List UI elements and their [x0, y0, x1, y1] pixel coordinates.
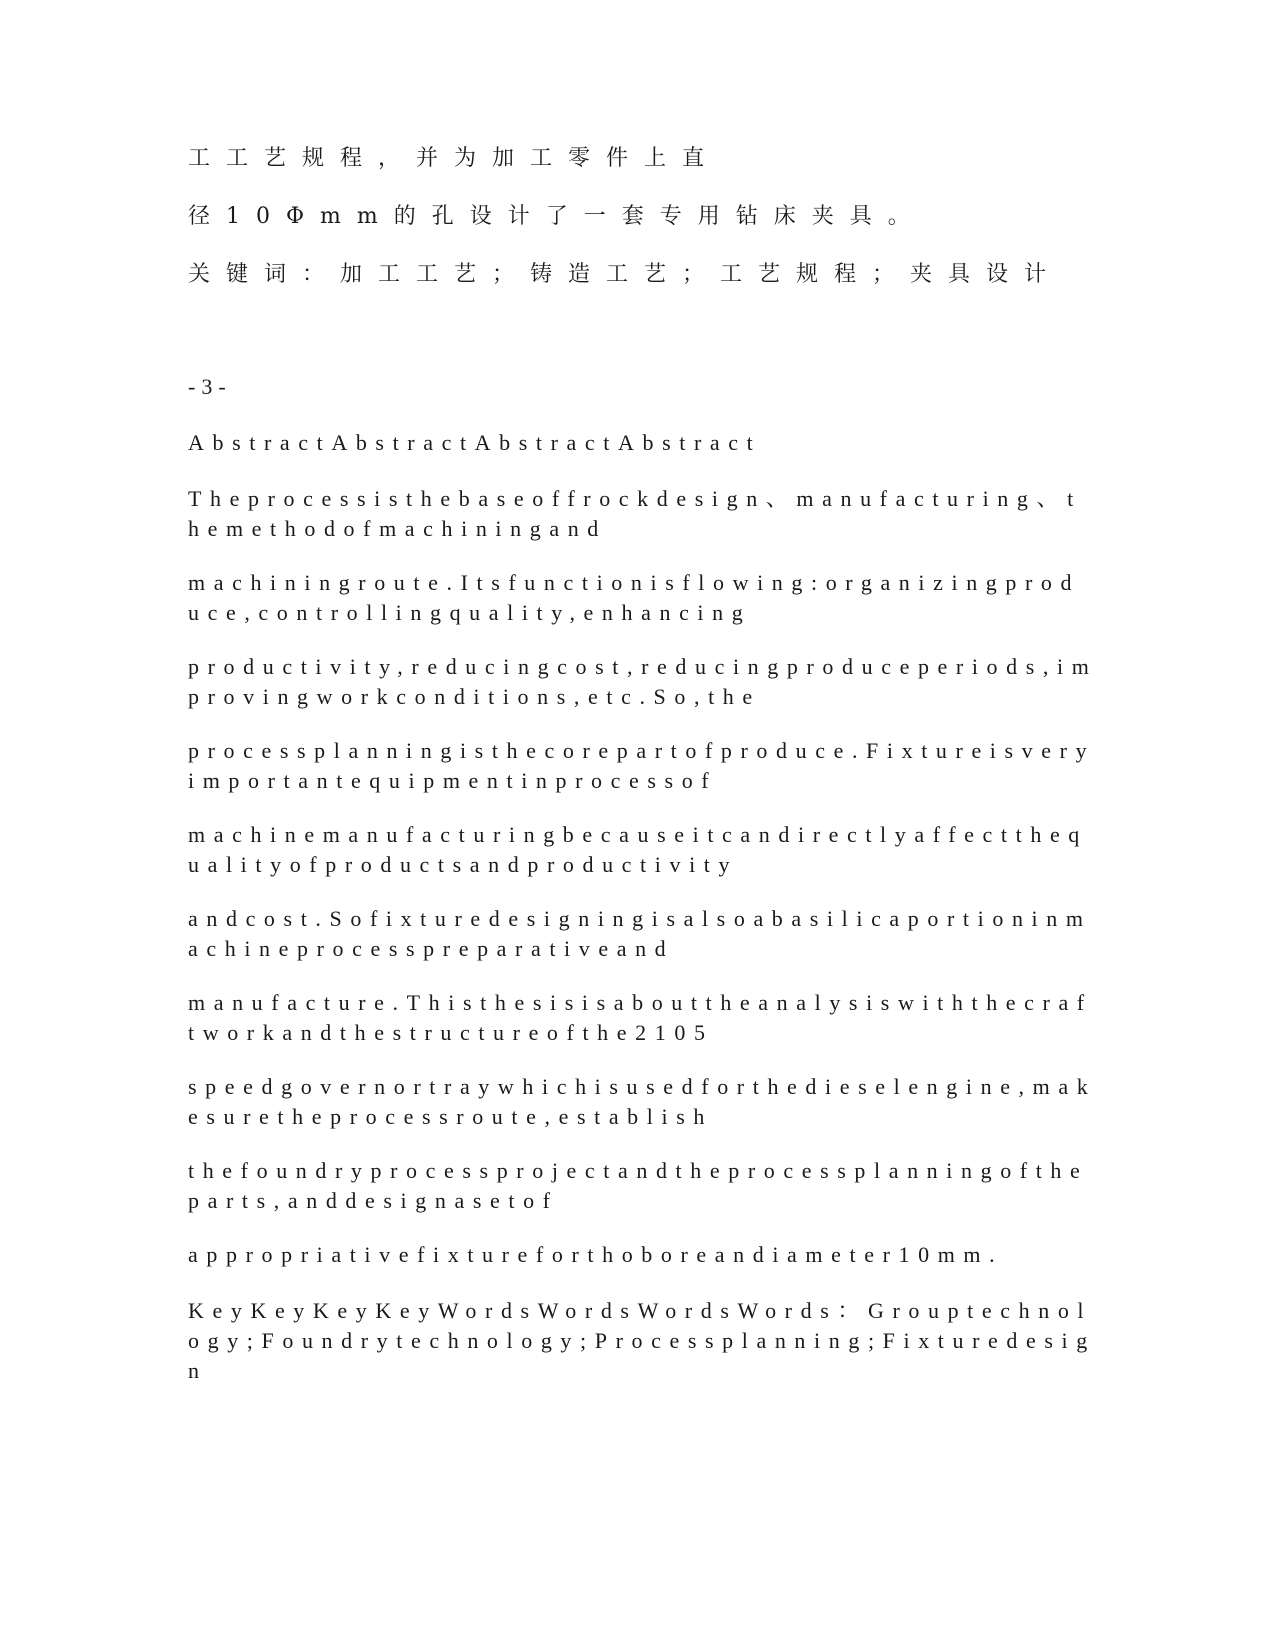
chinese-abstract-line-2: 径10Φmm的孔设计了一套专用钻床夹具。	[188, 204, 926, 229]
abstract-heading: AbstractAbstractAbstractAbstract	[188, 430, 762, 455]
abstract-paragraph-7: manufacture.Thisthesisisabouttheanalysiswiththecraftworkandthestructureofthe2105	[188, 990, 1093, 1045]
chinese-abstract-line-1: 工工艺规程，并为加工零件上直	[188, 146, 721, 171]
abstract-paragraph-5: machinemanufacturingbecauseitcandirectlyaffectthequalityofproductsandproductivity	[188, 822, 1088, 877]
abstract-paragraph-3: productivity,reducingcost,reducingproduceperiods,improvingworkconditions,etc.So,the	[188, 654, 1098, 709]
chinese-keywords: 关键词：加工工艺；铸造工艺；工艺规程；夹具设计	[188, 262, 1063, 287]
abstract-paragraph-1: Theprocessisthebaseoffrockdesign、manufacturing、themethodofmachiningand	[188, 486, 1082, 541]
abstract-paragraph-6: andcost.Sofixturedesigningisalsoabasilicaportioninmachineprocesspreparativeand	[188, 906, 1092, 961]
abstract-paragraph-4: processplanningisthecorepartofproduce.Fixtureisveryimportantequipmentinprocessof	[188, 738, 1096, 793]
english-keywords: KeyKeyKeyKeyWordsWordsWordsWords：Grouptechnology;Foundrytechnology;Processplanning;Fixturedesign	[188, 1298, 1096, 1383]
page-number: -3-	[188, 374, 232, 399]
abstract-paragraph-10: appropriativefixtureforthoboreandiameter10mm.	[188, 1242, 1004, 1267]
abstract-paragraph-2: machiningroute.Itsfunctionisflowing:organizingproduce,controllingquality,enhancing	[188, 570, 1081, 625]
abstract-paragraph-8: speedgovernortraywhichisusedforthedieselengine,makesuretheprocessroute,establish	[188, 1074, 1097, 1129]
abstract-paragraph-9: thefoundryprocessprojectandtheprocessplanningoftheparts,anddesignasetof	[188, 1158, 1089, 1213]
